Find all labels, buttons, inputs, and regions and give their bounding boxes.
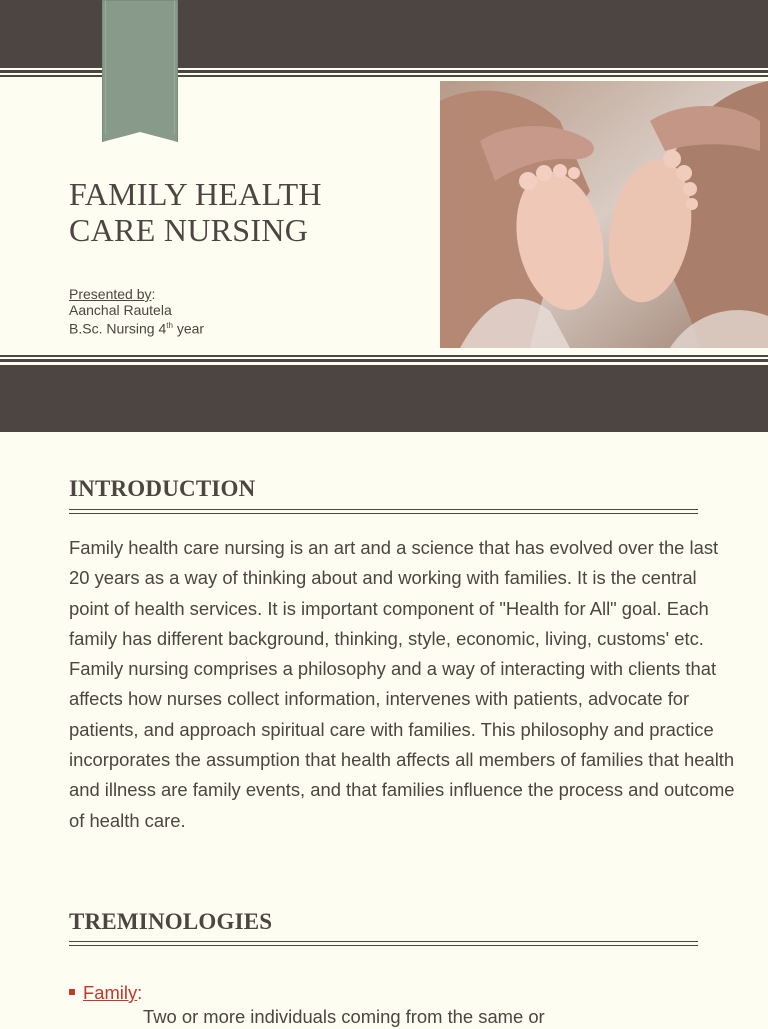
cover-title <box>69 176 409 248</box>
cover-title-line2: CARE NURSING <box>69 212 309 248</box>
bullet-square-icon <box>69 989 75 995</box>
presenter-name: Aanchal Rautela <box>69 302 172 318</box>
bookmark-ribbon <box>102 0 178 142</box>
presented-by-label: Presented by <box>69 286 152 302</box>
course-text: B.Sc. Nursing 4 <box>69 320 167 337</box>
middle-dark-band <box>0 365 768 432</box>
terminologies-rule <box>69 941 698 946</box>
introduction-heading: INTRODUCTION <box>69 476 256 501</box>
terminologies-heading: TREMINOLOGIES <box>69 909 273 934</box>
baby-feet-photo <box>440 81 768 348</box>
presenter-block <box>69 286 204 337</box>
cover-title-line1: FAMILY HEALTH <box>69 176 322 212</box>
term-family-link[interactable]: Family <box>83 982 138 1003</box>
introduction-rule <box>69 509 698 514</box>
course-superscript: th <box>166 321 173 330</box>
course-suffix: year <box>172 320 205 337</box>
term-colon: : <box>137 982 143 1003</box>
bottom-divider-line-thin <box>0 355 768 357</box>
introduction-body: Family health care nursing is an art and a science that has evolved over the last 20 years as a way of thinking about and working with families. It is the central point of health services. It is important component of "Health for All" goal. Each family has different background, thinking, style, economic, living, customs' etc. Family nursing comprises a philosophy and a way of interacting with clients that affects how nurses collect information, intervenes with patients, advocate for patients, and approach spiritual care with families. This philosophy and practice incorporates the assumption that health affects all members of families that health and illness are family events, and that families influence the process and outcome of health care. <box>69 537 735 831</box>
presented-by-colon: : <box>151 286 156 302</box>
list-item <box>69 981 142 1005</box>
bottom-divider-line <box>0 359 768 362</box>
baby-feet-in-hands-icon <box>440 81 768 348</box>
term-family-definition: Two or more individuals coming from the same or <box>143 1006 545 1027</box>
